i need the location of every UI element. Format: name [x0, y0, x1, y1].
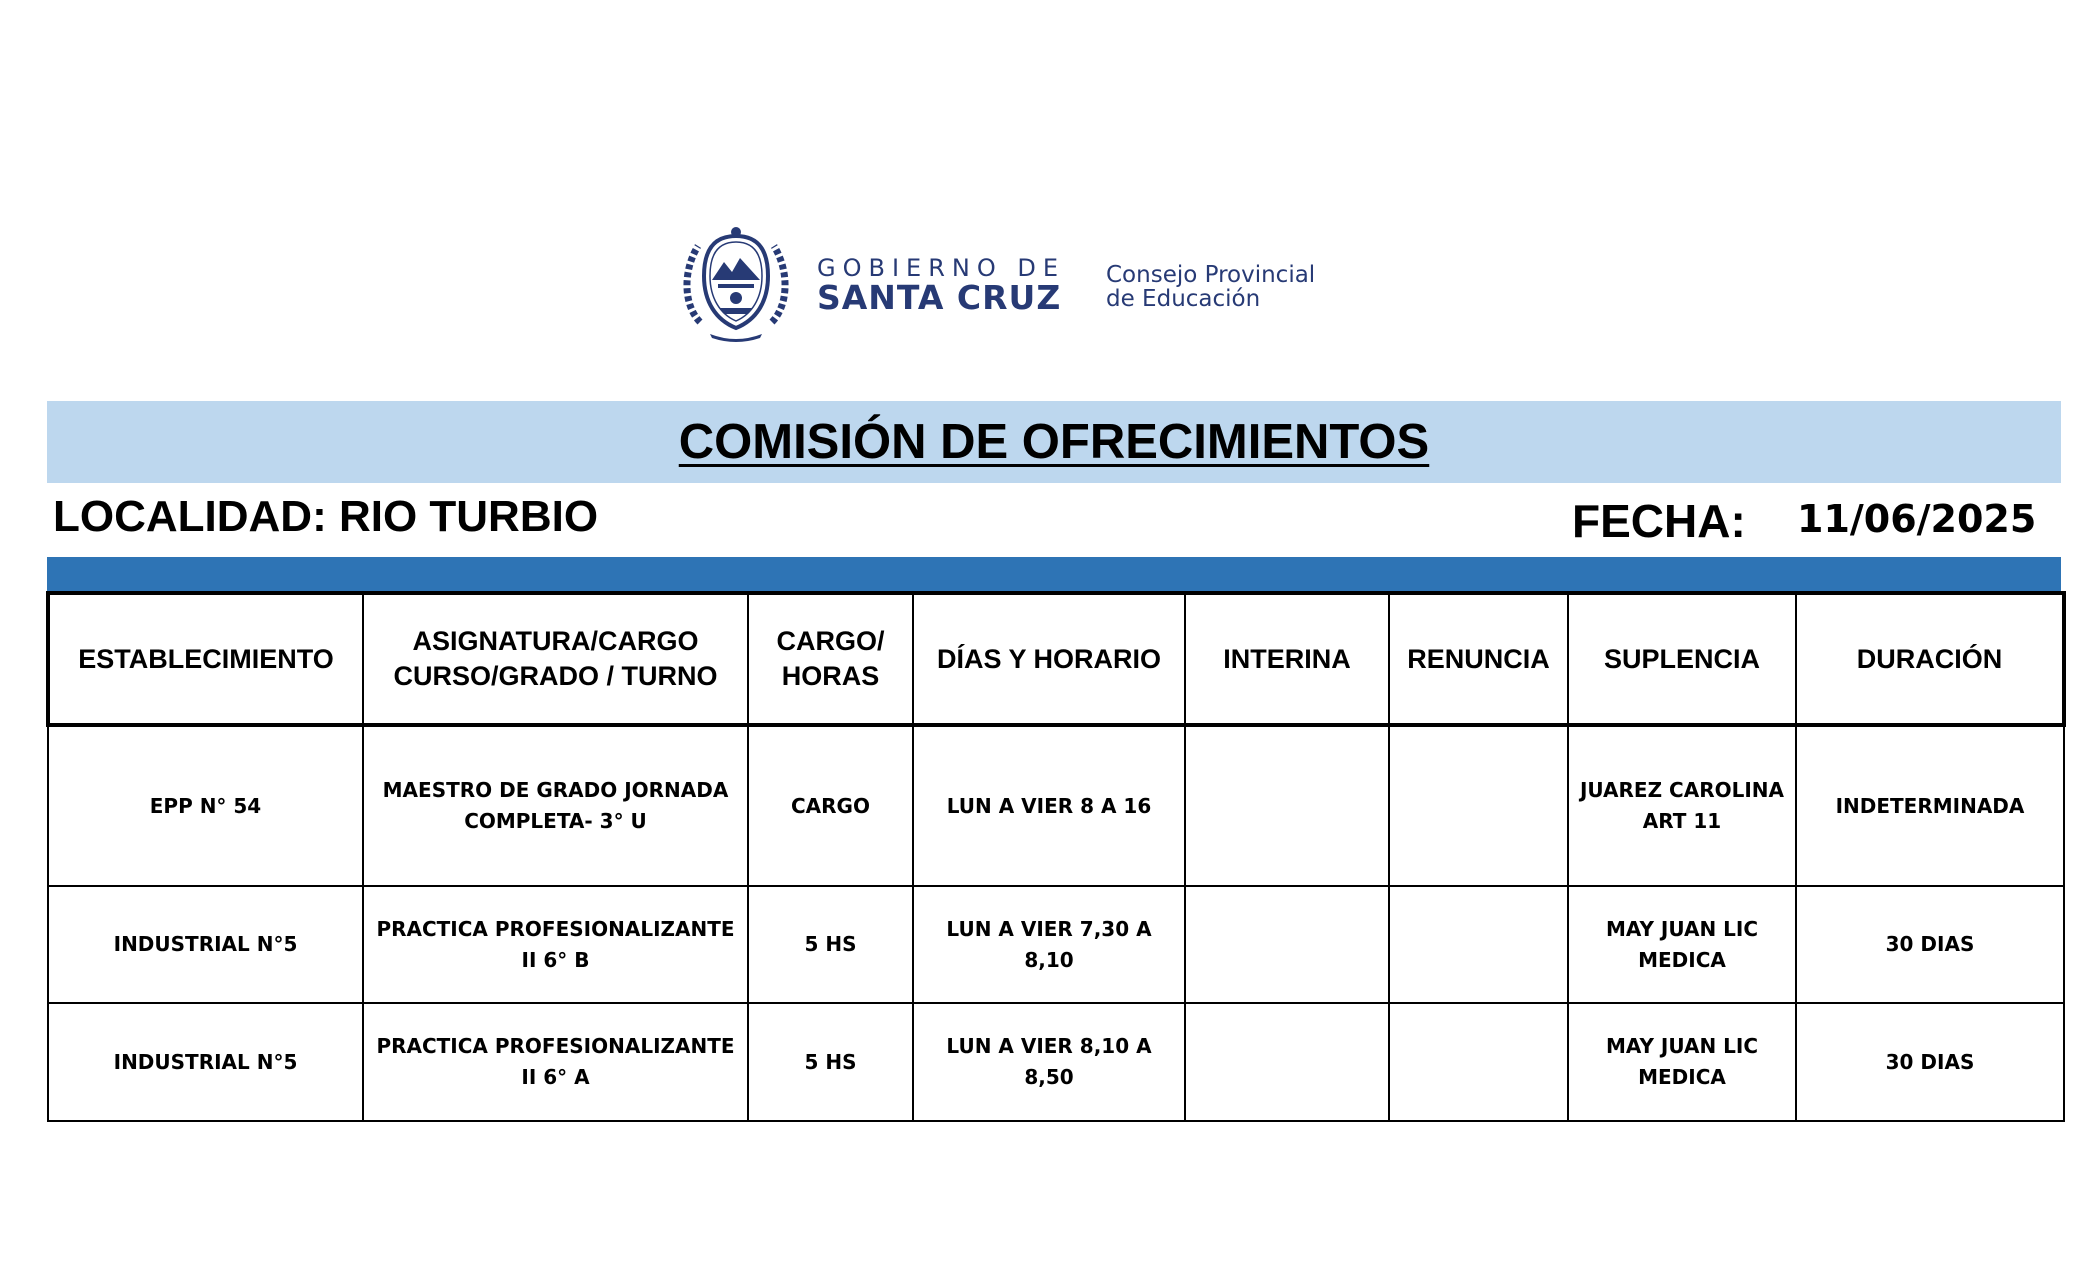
gov-line2: SANTA CRUZ: [817, 278, 1062, 317]
cell-establecimiento: INDUSTRIAL N°5: [48, 886, 363, 1003]
title-band: [47, 401, 2061, 483]
cell-interina: [1185, 886, 1389, 1003]
cell-renuncia: [1389, 886, 1568, 1003]
cell-renuncia: [1389, 1003, 1568, 1121]
table-row: [48, 725, 2064, 886]
cell-cargo-horas: CARGO: [748, 725, 913, 886]
cell-cargo-horas: 5 HS: [748, 886, 913, 1003]
cell-asignatura: MAESTRO DE GRADO JORNADA COMPLETA- 3° U: [363, 725, 748, 886]
offers-table: [46, 591, 2066, 1122]
gov-line1: GOBIERNO DE: [817, 254, 1065, 282]
header-interina: INTERINA: [1185, 593, 1389, 725]
cell-duracion: 30 DIAS: [1796, 886, 2064, 1003]
council-line2: de Educación: [1106, 286, 1261, 312]
blue-divider-bar: [47, 557, 2061, 591]
localidad-label: LOCALIDAD: RIO TURBIO: [53, 492, 599, 541]
page-title: COMISIÓN DE OFRECIMIENTOS: [678, 415, 1430, 469]
header-renuncia: RENUNCIA: [1389, 593, 1568, 725]
header-asignatura: ASIGNATURA/CARGO CURSO/GRADO / TURNO: [363, 593, 748, 725]
council-line1: Consejo Provincial: [1106, 262, 1316, 288]
cell-suplencia: MAY JUAN LIC MEDICA: [1568, 886, 1796, 1003]
cell-duracion: 30 DIAS: [1796, 1003, 2064, 1121]
cell-renuncia: [1389, 725, 1568, 886]
header-suplencia: SUPLENCIA: [1568, 593, 1796, 725]
cell-asignatura: PRACTICA PROFESIONALIZANTE II 6° B: [363, 886, 748, 1003]
header-cargo-horas: CARGO/ HORAS: [748, 593, 913, 725]
cell-suplencia: JUAREZ CAROLINA ART 11: [1568, 725, 1796, 886]
santa-cruz-seal-icon: [680, 222, 792, 344]
cell-asignatura: PRACTICA PROFESIONALIZANTE II 6° A: [363, 1003, 748, 1121]
header-establecimiento: ESTABLECIMIENTO: [48, 593, 363, 725]
cell-interina: [1185, 1003, 1389, 1121]
cell-cargo-horas: 5 HS: [748, 1003, 913, 1121]
header-duracion: DURACIÓN: [1796, 593, 2064, 725]
fecha-value: 11/06/2025: [1797, 497, 2037, 541]
cell-dias-horario: LUN A VIER 8,10 A 8,50: [913, 1003, 1185, 1121]
cell-dias-horario: LUN A VIER 7,30 A 8,10: [913, 886, 1185, 1003]
fecha-label: FECHA:: [1572, 495, 1746, 547]
table-row: [48, 886, 2064, 1003]
cell-dias-horario: LUN A VIER 8 A 16: [913, 725, 1185, 886]
cell-establecimiento: EPP N° 54: [48, 725, 363, 886]
cell-duracion: INDETERMINADA: [1796, 725, 2064, 886]
table-header-row: [48, 593, 2064, 725]
cell-suplencia: MAY JUAN LIC MEDICA: [1568, 1003, 1796, 1121]
table-row: [48, 1003, 2064, 1121]
header-dias-horario: DÍAS Y HORARIO: [913, 593, 1185, 725]
cell-establecimiento: INDUSTRIAL N°5: [48, 1003, 363, 1121]
cell-interina: [1185, 725, 1389, 886]
header-logo: [680, 222, 1360, 347]
